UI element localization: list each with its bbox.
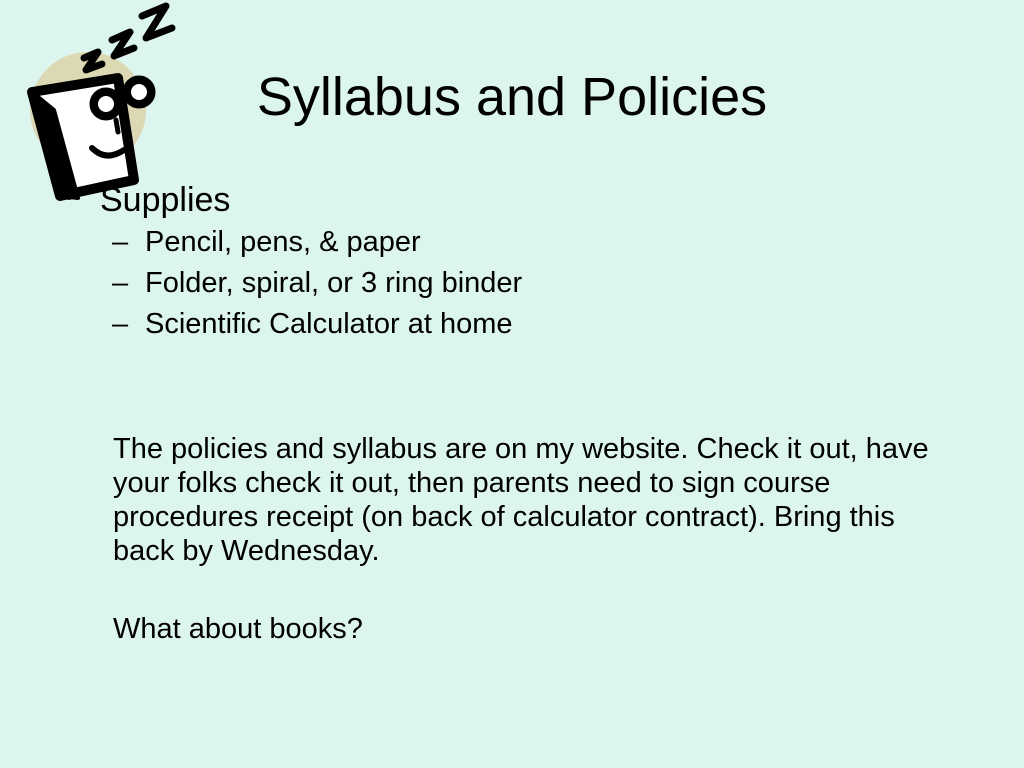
policies-paragraph: The policies and syllabus are on my website. Check it out, have your folks check it out, then parents need to sign course procedures receipt (on back of calculator contract). Bring this back by Wednesday. xyxy=(113,433,929,567)
sub-bullet-dash: – xyxy=(112,308,129,340)
sub-bullet-item xyxy=(112,263,962,304)
sub-bullet-item xyxy=(112,222,962,263)
bullet-supplies xyxy=(62,178,962,222)
slide-content xyxy=(62,178,962,345)
books-question: What about books? xyxy=(113,613,363,645)
bullet-dot-icon xyxy=(64,190,74,200)
slide-title-text: Syllabus and Policies xyxy=(256,67,768,127)
supplies-sublist xyxy=(62,222,962,345)
bullet-supplies-label: Supplies xyxy=(100,181,231,219)
sub-bullet-dash: – xyxy=(112,226,129,258)
sub-bullet-dash: – xyxy=(112,267,129,299)
sub-bullet-item xyxy=(112,304,962,345)
sub-bullet-text: Folder, spiral, or 3 ring binder xyxy=(145,267,523,299)
sub-bullet-text: Pencil, pens, & paper xyxy=(145,226,421,258)
slide-title xyxy=(0,64,1024,130)
sub-bullet-text: Scientific Calculator at home xyxy=(145,308,513,340)
